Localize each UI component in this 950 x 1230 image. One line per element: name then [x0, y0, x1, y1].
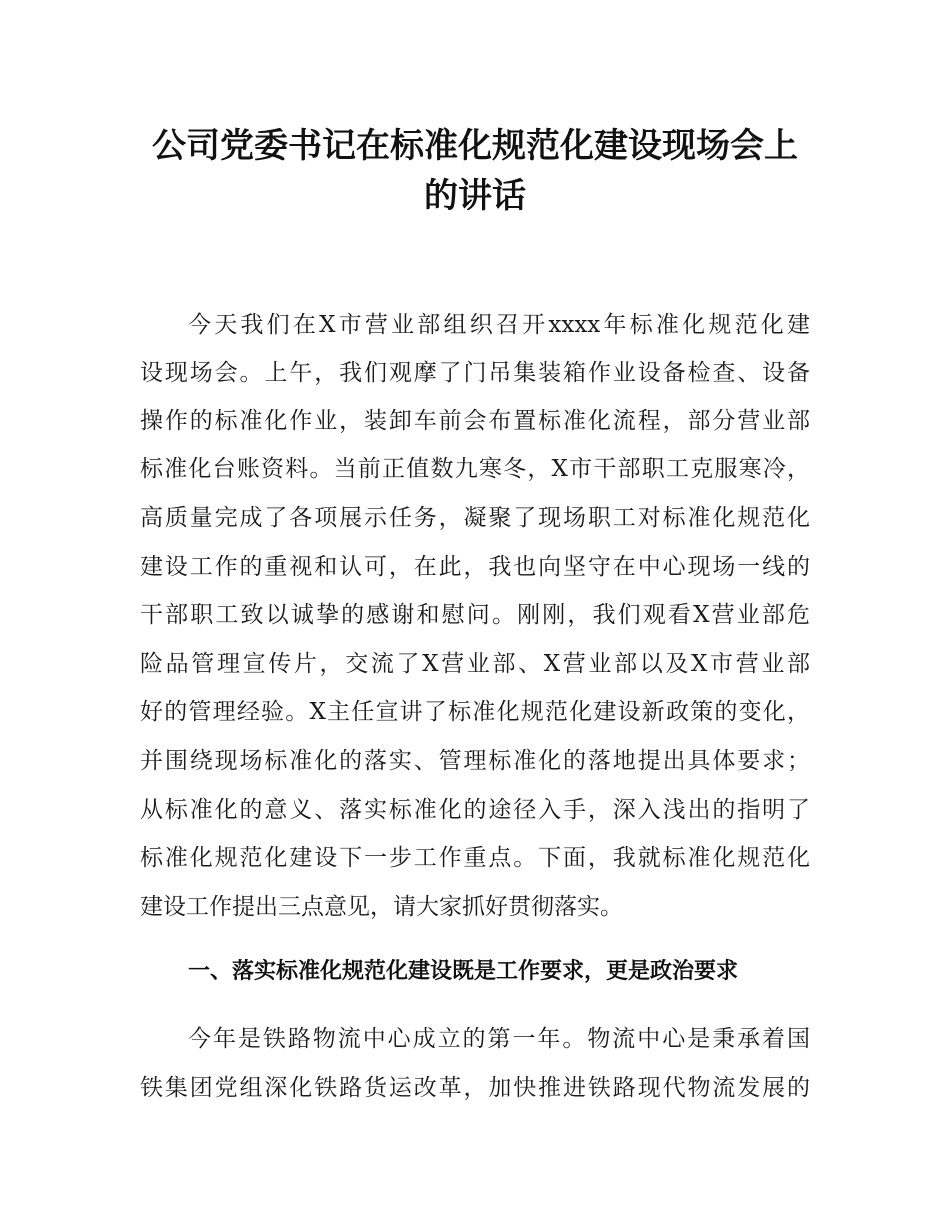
section-1-heading: 一、落实标准化规范化建设既是工作要求，更是政治要求: [188, 959, 739, 984]
paragraph-1-line: 建设工作提出三点意见，请大家抓好贯彻落实。: [140, 894, 623, 920]
paragraph-1-line: 标准化台账资料。当前正值数九寒冬，X市干部职工克服寒冷，: [140, 456, 810, 482]
paragraph-1-line: 建设工作的重视和认可，在此，我也向坚守在中心现场一线的: [140, 554, 810, 580]
paragraph-1-line: 设现场会。上午，我们观摩了门吊集装箱作业设备检查、设备: [140, 360, 810, 386]
paragraph-1-line: 险品管理宣传片，交流了X营业部、X营业部以及X市营业部: [140, 651, 810, 677]
paragraph-2-line: 今年是铁路物流中心成立的第一年。物流中心是秉承着国: [188, 1026, 810, 1052]
paragraph-2-line: 铁集团党组深化铁路货运改革，加快推进铁路现代物流发展的: [140, 1075, 810, 1101]
paragraph-1-line: 干部职工致以诚挚的感谢和慰问。刚刚，我们观看X营业部危: [140, 602, 810, 628]
paragraph-1-line: 今天我们在X市营业部组织召开xxxx年标准化规范化建: [188, 312, 810, 338]
document-title-line-2: 的讲话: [424, 176, 526, 216]
paragraph-1-line: 操作的标准化作业，装卸车前会布置标准化流程，部分营业部: [140, 408, 810, 434]
paragraph-1-line: 从标准化的意义、落实标准化的途径入手，深入浅出的指明了: [140, 797, 810, 823]
paragraph-1-line: 好的管理经验。X主任宣讲了标准化规范化建设新政策的变化，: [140, 699, 810, 725]
paragraph-1-line: 标准化规范化建设下一步工作重点。下面，我就标准化规范化: [140, 845, 810, 871]
paragraph-1-line: 并围绕现场标准化的落实、管理标准化的落地提出具体要求；: [140, 748, 810, 774]
paragraph-1-line: 高质量完成了各项展示任务，凝聚了现场职工对标准化规范化: [140, 505, 810, 531]
document-title-line-1: 公司党委书记在标准化规范化建设现场会上: [152, 126, 798, 166]
